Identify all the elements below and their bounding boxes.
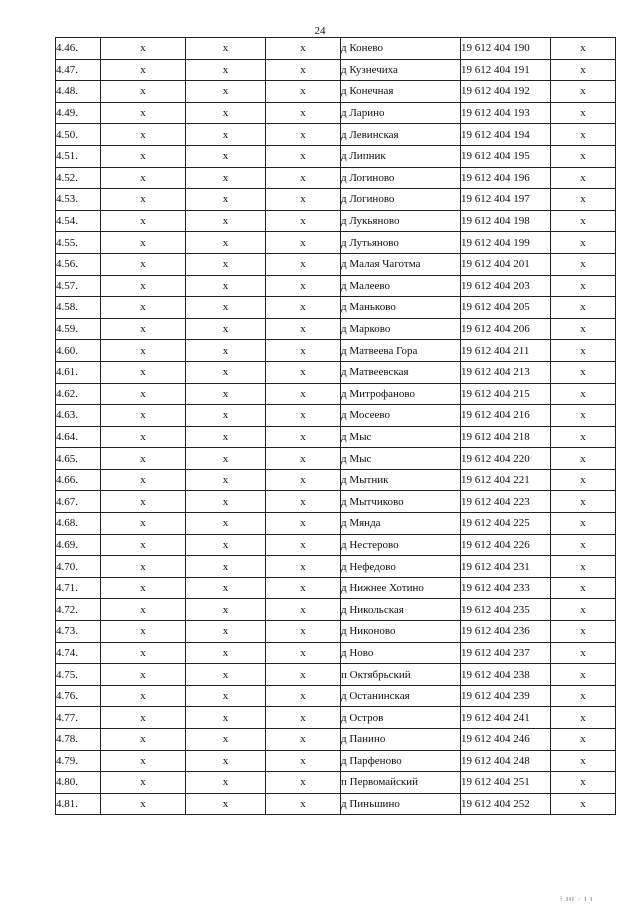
- oktmo-code: 19 612 404 248: [461, 750, 551, 772]
- row-number: 4.62.: [56, 383, 101, 405]
- table-row: [56, 275, 616, 297]
- cell-x-4: x: [551, 210, 616, 232]
- cell-x-3: x: [266, 664, 341, 686]
- table-row: [56, 664, 616, 686]
- cell-x-3: x: [266, 556, 341, 578]
- row-number: 4.49.: [56, 102, 101, 124]
- row-number: 4.59.: [56, 318, 101, 340]
- table-row: [56, 340, 616, 362]
- cell-x-3: x: [266, 361, 341, 383]
- oktmo-code: 19 612 404 251: [461, 772, 551, 794]
- cell-x-3: x: [266, 38, 341, 60]
- cell-x-4: x: [551, 383, 616, 405]
- row-number: 4.53.: [56, 189, 101, 211]
- settlement-name: п Первомайский: [341, 772, 461, 794]
- cell-x-3: x: [266, 340, 341, 362]
- table-row: [56, 534, 616, 556]
- settlement-name: д Конечная: [341, 81, 461, 103]
- row-number: 4.50.: [56, 124, 101, 146]
- table-row: [56, 297, 616, 319]
- cell-x-4: x: [551, 491, 616, 513]
- cell-x-4: x: [551, 534, 616, 556]
- cell-x-2: x: [186, 38, 266, 60]
- cell-x-4: x: [551, 772, 616, 794]
- row-number: 4.58.: [56, 297, 101, 319]
- cell-x-2: x: [186, 556, 266, 578]
- cell-x-2: x: [186, 383, 266, 405]
- cell-x-3: x: [266, 210, 341, 232]
- cell-x-2: x: [186, 621, 266, 643]
- cell-x-1: x: [101, 448, 186, 470]
- scan-footer-mark: ⁝ ııı · ı ı: [560, 896, 594, 903]
- cell-x-1: x: [101, 642, 186, 664]
- cell-x-3: x: [266, 448, 341, 470]
- table-row: [56, 124, 616, 146]
- settlement-name: п Октябрьский: [341, 664, 461, 686]
- settlements-table: [55, 37, 616, 815]
- cell-x-4: x: [551, 426, 616, 448]
- cell-x-3: x: [266, 102, 341, 124]
- cell-x-1: x: [101, 685, 186, 707]
- cell-x-3: x: [266, 426, 341, 448]
- oktmo-code: 19 612 404 236: [461, 621, 551, 643]
- cell-x-3: x: [266, 59, 341, 81]
- settlement-name: д Конево: [341, 38, 461, 60]
- oktmo-code: 19 612 404 206: [461, 318, 551, 340]
- cell-x-4: x: [551, 448, 616, 470]
- cell-x-1: x: [101, 275, 186, 297]
- oktmo-code: 19 612 404 223: [461, 491, 551, 513]
- settlement-name: д Митрофаново: [341, 383, 461, 405]
- cell-x-3: x: [266, 793, 341, 815]
- cell-x-4: x: [551, 707, 616, 729]
- cell-x-1: x: [101, 210, 186, 232]
- cell-x-1: x: [101, 729, 186, 751]
- oktmo-code: 19 612 404 201: [461, 253, 551, 275]
- table-row: [56, 232, 616, 254]
- oktmo-code: 19 612 404 194: [461, 124, 551, 146]
- cell-x-3: x: [266, 145, 341, 167]
- cell-x-4: x: [551, 340, 616, 362]
- settlement-name: д Мыс: [341, 448, 461, 470]
- cell-x-1: x: [101, 534, 186, 556]
- cell-x-1: x: [101, 772, 186, 794]
- table-row: [56, 318, 616, 340]
- cell-x-1: x: [101, 189, 186, 211]
- oktmo-code: 19 612 404 225: [461, 513, 551, 535]
- table-body: [56, 38, 616, 815]
- cell-x-2: x: [186, 145, 266, 167]
- cell-x-4: x: [551, 189, 616, 211]
- settlement-name: д Малая Чаготма: [341, 253, 461, 275]
- cell-x-4: x: [551, 664, 616, 686]
- row-number: 4.72.: [56, 599, 101, 621]
- row-number: 4.75.: [56, 664, 101, 686]
- row-number: 4.52.: [56, 167, 101, 189]
- row-number: 4.55.: [56, 232, 101, 254]
- cell-x-2: x: [186, 513, 266, 535]
- cell-x-1: x: [101, 405, 186, 427]
- settlement-name: д Марково: [341, 318, 461, 340]
- cell-x-2: x: [186, 361, 266, 383]
- cell-x-2: x: [186, 426, 266, 448]
- settlement-name: д Лутьяново: [341, 232, 461, 254]
- cell-x-1: x: [101, 297, 186, 319]
- settlement-name: д Ново: [341, 642, 461, 664]
- cell-x-3: x: [266, 685, 341, 707]
- cell-x-3: x: [266, 232, 341, 254]
- settlement-name: д Матвеева Гора: [341, 340, 461, 362]
- table-row: [56, 793, 616, 815]
- cell-x-1: x: [101, 556, 186, 578]
- oktmo-code: 19 612 404 220: [461, 448, 551, 470]
- cell-x-4: x: [551, 729, 616, 751]
- row-number: 4.48.: [56, 81, 101, 103]
- cell-x-3: x: [266, 599, 341, 621]
- cell-x-4: x: [551, 513, 616, 535]
- cell-x-4: x: [551, 793, 616, 815]
- row-number: 4.65.: [56, 448, 101, 470]
- cell-x-1: x: [101, 232, 186, 254]
- cell-x-2: x: [186, 253, 266, 275]
- table-row: [56, 621, 616, 643]
- oktmo-code: 19 612 404 197: [461, 189, 551, 211]
- cell-x-4: x: [551, 167, 616, 189]
- cell-x-4: x: [551, 145, 616, 167]
- cell-x-1: x: [101, 426, 186, 448]
- cell-x-4: x: [551, 577, 616, 599]
- cell-x-2: x: [186, 729, 266, 751]
- oktmo-code: 19 612 404 193: [461, 102, 551, 124]
- settlement-name: д Липник: [341, 145, 461, 167]
- cell-x-3: x: [266, 642, 341, 664]
- cell-x-2: x: [186, 664, 266, 686]
- cell-x-2: x: [186, 793, 266, 815]
- cell-x-2: x: [186, 448, 266, 470]
- row-number: 4.73.: [56, 621, 101, 643]
- cell-x-3: x: [266, 297, 341, 319]
- cell-x-3: x: [266, 772, 341, 794]
- oktmo-code: 19 612 404 211: [461, 340, 551, 362]
- table-row: [56, 210, 616, 232]
- oktmo-code: 19 612 404 235: [461, 599, 551, 621]
- oktmo-code: 19 612 404 205: [461, 297, 551, 319]
- table-row: [56, 491, 616, 513]
- oktmo-code: 19 612 404 199: [461, 232, 551, 254]
- cell-x-3: x: [266, 124, 341, 146]
- cell-x-2: x: [186, 210, 266, 232]
- table-row: [56, 707, 616, 729]
- row-number: 4.80.: [56, 772, 101, 794]
- row-number: 4.69.: [56, 534, 101, 556]
- table-row: [56, 469, 616, 491]
- cell-x-2: x: [186, 577, 266, 599]
- settlement-name: д Мытчиково: [341, 491, 461, 513]
- table-row: [56, 145, 616, 167]
- cell-x-3: x: [266, 469, 341, 491]
- settlement-name: д Нестерово: [341, 534, 461, 556]
- row-number: 4.57.: [56, 275, 101, 297]
- table-row: [56, 556, 616, 578]
- cell-x-2: x: [186, 642, 266, 664]
- row-number: 4.60.: [56, 340, 101, 362]
- cell-x-1: x: [101, 361, 186, 383]
- cell-x-4: x: [551, 318, 616, 340]
- table-row: [56, 59, 616, 81]
- row-number: 4.47.: [56, 59, 101, 81]
- cell-x-4: x: [551, 750, 616, 772]
- cell-x-4: x: [551, 297, 616, 319]
- oktmo-code: 19 612 404 195: [461, 145, 551, 167]
- cell-x-2: x: [186, 750, 266, 772]
- cell-x-2: x: [186, 102, 266, 124]
- oktmo-code: 19 612 404 233: [461, 577, 551, 599]
- oktmo-code: 19 612 404 191: [461, 59, 551, 81]
- cell-x-2: x: [186, 189, 266, 211]
- settlement-name: д Малеево: [341, 275, 461, 297]
- oktmo-code: 19 612 404 216: [461, 405, 551, 427]
- cell-x-1: x: [101, 707, 186, 729]
- row-number: 4.74.: [56, 642, 101, 664]
- oktmo-code: 19 612 404 198: [461, 210, 551, 232]
- table-row: [56, 599, 616, 621]
- table-row: [56, 685, 616, 707]
- row-number: 4.70.: [56, 556, 101, 578]
- cell-x-1: x: [101, 513, 186, 535]
- oktmo-code: 19 612 404 190: [461, 38, 551, 60]
- table-row: [56, 448, 616, 470]
- table-row: [56, 38, 616, 60]
- table-row: [56, 426, 616, 448]
- settlement-name: д Мытник: [341, 469, 461, 491]
- cell-x-4: x: [551, 469, 616, 491]
- cell-x-4: x: [551, 621, 616, 643]
- row-number: 4.76.: [56, 685, 101, 707]
- cell-x-1: x: [101, 340, 186, 362]
- row-number: 4.78.: [56, 729, 101, 751]
- row-number: 4.71.: [56, 577, 101, 599]
- settlement-name: д Логиново: [341, 167, 461, 189]
- cell-x-3: x: [266, 318, 341, 340]
- cell-x-2: x: [186, 297, 266, 319]
- oktmo-code: 19 612 404 246: [461, 729, 551, 751]
- table-row: [56, 642, 616, 664]
- settlement-name: д Логиново: [341, 189, 461, 211]
- table-row: [56, 102, 616, 124]
- settlement-name: д Пиньшино: [341, 793, 461, 815]
- row-number: 4.46.: [56, 38, 101, 60]
- cell-x-1: x: [101, 253, 186, 275]
- cell-x-3: x: [266, 621, 341, 643]
- oktmo-code: 19 612 404 203: [461, 275, 551, 297]
- settlement-name: д Никольская: [341, 599, 461, 621]
- cell-x-3: x: [266, 253, 341, 275]
- oktmo-code: 19 612 404 226: [461, 534, 551, 556]
- table-row: [56, 577, 616, 599]
- settlement-name: д Остров: [341, 707, 461, 729]
- settlement-name: д Маньково: [341, 297, 461, 319]
- row-number: 4.81.: [56, 793, 101, 815]
- oktmo-code: 19 612 404 215: [461, 383, 551, 405]
- table-row: [56, 361, 616, 383]
- cell-x-1: x: [101, 318, 186, 340]
- cell-x-1: x: [101, 124, 186, 146]
- cell-x-3: x: [266, 167, 341, 189]
- cell-x-2: x: [186, 469, 266, 491]
- cell-x-4: x: [551, 124, 616, 146]
- table-row: [56, 383, 616, 405]
- cell-x-1: x: [101, 167, 186, 189]
- cell-x-2: x: [186, 167, 266, 189]
- row-number: 4.77.: [56, 707, 101, 729]
- settlement-name: д Мосеево: [341, 405, 461, 427]
- cell-x-2: x: [186, 685, 266, 707]
- cell-x-1: x: [101, 577, 186, 599]
- table-row: [56, 750, 616, 772]
- cell-x-4: x: [551, 81, 616, 103]
- cell-x-3: x: [266, 707, 341, 729]
- row-number: 4.63.: [56, 405, 101, 427]
- row-number: 4.54.: [56, 210, 101, 232]
- cell-x-4: x: [551, 275, 616, 297]
- table-row: [56, 772, 616, 794]
- cell-x-3: x: [266, 729, 341, 751]
- settlement-name: д Мянда: [341, 513, 461, 535]
- oktmo-code: 19 612 404 239: [461, 685, 551, 707]
- cell-x-4: x: [551, 102, 616, 124]
- cell-x-2: x: [186, 707, 266, 729]
- oktmo-code: 19 612 404 231: [461, 556, 551, 578]
- oktmo-code: 19 612 404 241: [461, 707, 551, 729]
- cell-x-3: x: [266, 275, 341, 297]
- cell-x-4: x: [551, 685, 616, 707]
- settlement-name: д Парфеново: [341, 750, 461, 772]
- cell-x-4: x: [551, 405, 616, 427]
- row-number: 4.66.: [56, 469, 101, 491]
- cell-x-1: x: [101, 621, 186, 643]
- oktmo-code: 19 612 404 196: [461, 167, 551, 189]
- row-number: 4.79.: [56, 750, 101, 772]
- oktmo-code: 19 612 404 192: [461, 81, 551, 103]
- cell-x-4: x: [551, 232, 616, 254]
- cell-x-4: x: [551, 38, 616, 60]
- row-number: 4.67.: [56, 491, 101, 513]
- oktmo-code: 19 612 404 221: [461, 469, 551, 491]
- row-number: 4.64.: [56, 426, 101, 448]
- cell-x-4: x: [551, 59, 616, 81]
- cell-x-2: x: [186, 275, 266, 297]
- oktmo-code: 19 612 404 218: [461, 426, 551, 448]
- cell-x-2: x: [186, 405, 266, 427]
- cell-x-3: x: [266, 491, 341, 513]
- settlement-name: д Панино: [341, 729, 461, 751]
- settlement-name: д Матвеевская: [341, 361, 461, 383]
- settlement-name: д Лукьяново: [341, 210, 461, 232]
- cell-x-2: x: [186, 81, 266, 103]
- cell-x-4: x: [551, 642, 616, 664]
- table-row: [56, 167, 616, 189]
- settlement-name: д Никоново: [341, 621, 461, 643]
- cell-x-2: x: [186, 491, 266, 513]
- cell-x-4: x: [551, 556, 616, 578]
- cell-x-1: x: [101, 599, 186, 621]
- cell-x-1: x: [101, 38, 186, 60]
- cell-x-2: x: [186, 599, 266, 621]
- cell-x-3: x: [266, 405, 341, 427]
- cell-x-2: x: [186, 232, 266, 254]
- cell-x-2: x: [186, 318, 266, 340]
- cell-x-1: x: [101, 664, 186, 686]
- settlement-name: д Мыс: [341, 426, 461, 448]
- settlement-name: д Нефедово: [341, 556, 461, 578]
- cell-x-1: x: [101, 793, 186, 815]
- cell-x-1: x: [101, 383, 186, 405]
- table-row: [56, 253, 616, 275]
- cell-x-1: x: [101, 59, 186, 81]
- cell-x-3: x: [266, 577, 341, 599]
- cell-x-2: x: [186, 59, 266, 81]
- cell-x-3: x: [266, 383, 341, 405]
- cell-x-2: x: [186, 340, 266, 362]
- cell-x-2: x: [186, 772, 266, 794]
- cell-x-1: x: [101, 81, 186, 103]
- table-row: [56, 729, 616, 751]
- cell-x-4: x: [551, 253, 616, 275]
- cell-x-2: x: [186, 534, 266, 556]
- oktmo-code: 19 612 404 213: [461, 361, 551, 383]
- cell-x-1: x: [101, 491, 186, 513]
- oktmo-code: 19 612 404 237: [461, 642, 551, 664]
- cell-x-3: x: [266, 534, 341, 556]
- settlement-name: д Останинская: [341, 685, 461, 707]
- cell-x-3: x: [266, 189, 341, 211]
- settlement-name: д Ларино: [341, 102, 461, 124]
- row-number: 4.61.: [56, 361, 101, 383]
- cell-x-2: x: [186, 124, 266, 146]
- cell-x-1: x: [101, 145, 186, 167]
- table-row: [56, 189, 616, 211]
- cell-x-4: x: [551, 361, 616, 383]
- oktmo-code: 19 612 404 252: [461, 793, 551, 815]
- cell-x-3: x: [266, 750, 341, 772]
- table-row: [56, 405, 616, 427]
- settlement-name: д Левинская: [341, 124, 461, 146]
- cell-x-1: x: [101, 102, 186, 124]
- cell-x-3: x: [266, 513, 341, 535]
- row-number: 4.68.: [56, 513, 101, 535]
- cell-x-1: x: [101, 750, 186, 772]
- cell-x-1: x: [101, 469, 186, 491]
- settlement-name: д Нижнее Хотино: [341, 577, 461, 599]
- settlement-name: д Кузнечиха: [341, 59, 461, 81]
- oktmo-code: 19 612 404 238: [461, 664, 551, 686]
- page-number: 24: [314, 25, 326, 37]
- row-number: 4.51.: [56, 145, 101, 167]
- table-row: [56, 81, 616, 103]
- table-row: [56, 513, 616, 535]
- cell-x-3: x: [266, 81, 341, 103]
- cell-x-4: x: [551, 599, 616, 621]
- row-number: 4.56.: [56, 253, 101, 275]
